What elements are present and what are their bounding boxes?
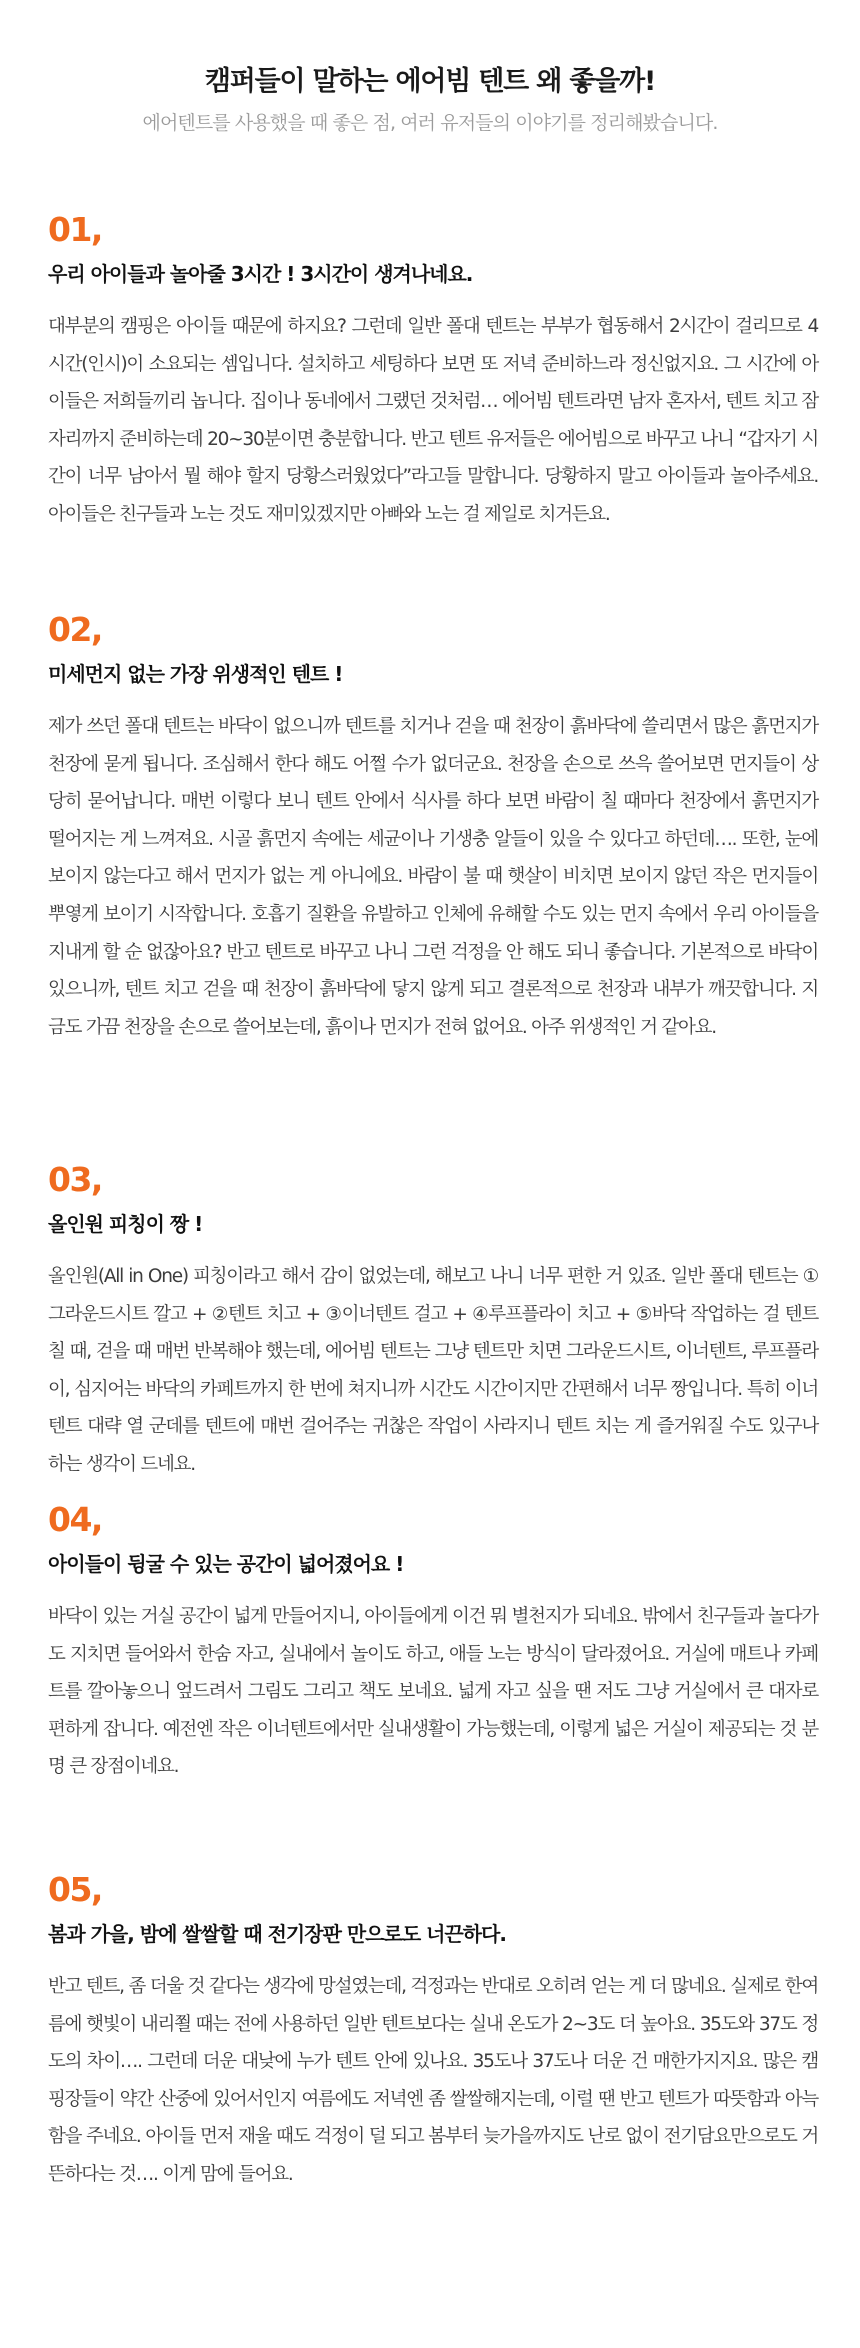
section-04 xyxy=(48,1500,818,1786)
page-header xyxy=(0,0,860,136)
section-01 xyxy=(48,210,818,534)
page-title: 캠퍼들이 말하는 에어빔 텐트 왜 좋을까! xyxy=(204,66,656,97)
section-number: 02, xyxy=(48,610,102,649)
section-body: 대부분의 캠핑은 아이들 때문에 하지요? 그런데 일반 폴대 텐트는 부부가 협동해서 2시간이 걸리므로 4시간(인시)이 소요되는 셈입니다. 설치하고 세팅하다 보면 또 저녁 준비하느라 정신없지요. 그 시간에 아이들은 저희들끼리 놉니다. 집이나 동네에서 그랬던 것처럼… 에어빔 텐트라면 남자 혼자서, 텐트 치고 잠자리까지 준비하는데 20~30분이면 충분합니다. 반고 텐트 유저들은 에어빔으로 바꾸고 나니 “갑자기 시간이 너무 남아서 뭘 해야 할지 당황스러웠었다”라고들 말합니다. 당황하지 말고 아이들과 놀아주세요. 아이들은 친구들과 노는 것도 재미있겠지만 아빠와 노는 걸 제일로 치거든요. xyxy=(48,316,818,525)
section-heading: 아이들이 뒹굴 수 있는 공간이 넓어졌어요 ! xyxy=(48,1552,404,1576)
section-number: 01, xyxy=(48,210,102,249)
section-02 xyxy=(48,610,818,1046)
section-heading: 미세먼지 없는 가장 위생적인 텐트 ! xyxy=(48,662,343,686)
section-05 xyxy=(48,1870,818,2194)
page-subtitle: 에어텐트를 사용했을 때 좋은 점, 여러 유저들의 이야기를 정리해봤습니다. xyxy=(142,112,718,134)
section-body: 바닥이 있는 거실 공간이 넓게 만들어지니, 아이들에게 이건 뭐 별천지가 되네요. 밖에서 친구들과 놀다가도 지치면 들어와서 한숨 자고, 실내에서 놀이도 하고, 애들 노는 방식이 달라졌어요. 거실에 매트나 카페트를 깔아놓으니 엎드려서 그림도 그리고 책도 보네요. 넓게 자고 싶을 땐 저도 그냥 거실에서 큰 대자로 편하게 잡니다. 예전엔 작은 이너텐트에서만 실내생활이 가능했는데, 이렇게 넓은 거실이 제공되는 것 분명 큰 장점이네요. xyxy=(48,1606,818,1778)
section-heading: 올인원 피칭이 짱 ! xyxy=(48,1212,203,1236)
section-body: 반고 텐트, 좀 더울 것 같다는 생각에 망설였는데, 걱정과는 반대로 오히려 얻는 게 더 많네요. 실제로 한여름에 햇빛이 내리쬘 때는 전에 사용하던 일반 텐트보다는 실내 온도가 2~3도 더 높아요. 35도와 37도 정도의 차이…. 그런데 더운 대낮에 누가 텐트 안에 있나요. 35도나 37도나 더운 건 매한가지지요. 많은 캠핑장들이 약간 산중에 있어서인지 여름에도 저녁엔 좀 쌀쌀해지는데, 이럴 땐 반고 텐트가 따뜻함과 아늑함을 주네요. 아이들 먼저 재울 때도 걱정이 덜 되고 봄부터 늦가을까지도 난로 없이 전기담요만으로도 거뜬하다는 것…. 이게 맘에 들어요. xyxy=(48,1976,818,2185)
section-body: 제가 쓰던 폴대 텐트는 바닥이 없으니까 텐트를 치거나 걷을 때 천장이 흙바닥에 쓸리면서 많은 흙먼지가 천장에 묻게 됩니다. 조심해서 한다 해도 어쩔 수가 없더군요. 천장을 손으로 쓰윽 쓸어보면 먼지들이 상당히 묻어납니다. 매번 이렇다 보니 텐트 안에서 식사를 하다 보면 바람이 칠 때마다 천장에서 흙먼지가 떨어지는 게 느껴져요. 시골 흙먼지 속에는 세균이나 기생충 알들이 있을 수 있다고 하던데…. 또한, 눈에 보이지 않는다고 해서 먼지가 없는 게 아니에요. 바람이 불 때 햇살이 비치면 보이지 않던 작은 먼지들이 뿌옇게 보이기 시작합니다. 호흡기 질환을 유발하고 인체에 유해할 수도 있는 먼지 속에서 우리 아이들을 지내게 할 순 없잖아요? 반고 텐트로 바꾸고 나니 그런 걱정을 안 해도 되니 좋습니다. 기본적으로 바닥이 있으니까, 텐트 치고 걷을 때 천장이 흙바닥에 닿지 않게 되고 결론적으로 천장과 내부가 깨끗합니다. 지금도 가끔 천장을 손으로 쓸어보는데, 흙이나 먼지가 전혀 없어요. 아주 위생적인 거 같아요. xyxy=(48,716,818,1038)
section-heading: 봄과 가을, 밤에 쌀쌀할 때 전기장판 만으로도 너끈하다. xyxy=(48,1922,506,1946)
section-heading: 우리 아이들과 놀아줄 3시간 ! 3시간이 생겨나네요. xyxy=(48,262,473,286)
section-number: 03, xyxy=(48,1160,102,1199)
section-number: 05, xyxy=(48,1870,102,1909)
section-body: 올인원(All in One) 피칭이라고 해서 감이 없었는데, 해보고 나니 너무 편한 거 있죠. 일반 폴대 텐트는 ①그라운드시트 깔고 + ②텐트 치고 + ③이너텐트 걸고 + ④루프플라이 치고 + ⑤바닥 작업하는 걸 텐트 칠 때, 걷을 때 매번 반복해야 했는데, 에어빔 텐트는 그냥 텐트만 치면 그라운드시트, 이너텐트, 루프플라이, 심지어는 바닥의 카페트까지 한 번에 쳐지니까 시간도 시간이지만 간편해서 너무 짱입니다. 특히 이너텐트 대략 열 군데를 텐트에 매번 걸어주는 귀찮은 작업이 사라지니 텐트 치는 게 즐거워질 수도 있구나 하는 생각이 드네요. xyxy=(48,1266,818,1475)
section-03 xyxy=(48,1160,818,1484)
section-number: 04, xyxy=(48,1500,102,1539)
